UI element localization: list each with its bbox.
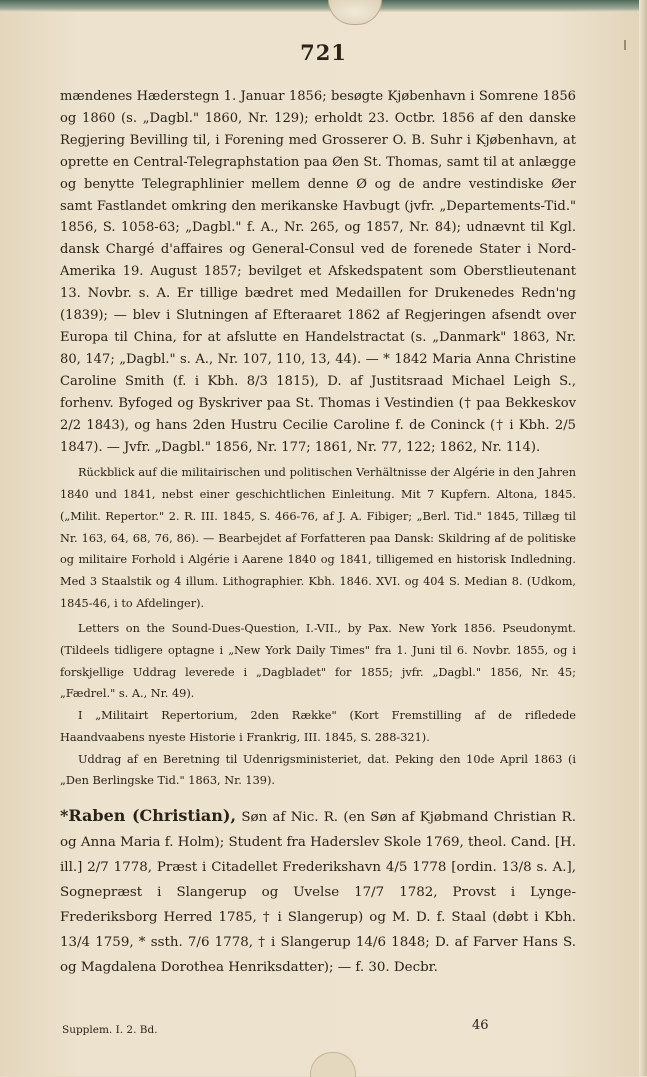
entry-headword: *Raben (Christian), <box>60 805 237 825</box>
paragraph-rueckblick: Rückblick auf die militairischen und politischen Verhältnisse der Algérie in den Jahren 1840 und 1841, nebst einer geschichtlichen Einleitung. Mit 7 Kupfern. Altona, 1845. („Milit. Repertor." 2. R. III. 1845, S. 466-76, af J. A. Fibiger; „Berl. Tid." 1845, Tillæg til Nr. 163, 64, 68, 76, 86). — Bearbejdet af Forfatteren paa Dansk: Skildring af de politiske og militaire Forhold i Algérie i Aarene 1840 og 1841, tilligemed en historisk Indledning. Med 3 Staalstik og 4 illum. Lithographier. Kbh. 1846. XVI. og 404 S. Median 8. (Udkom, 1845-46, i to Afdelinger). <box>60 466 576 610</box>
page-number: 721 <box>300 40 347 65</box>
paragraph-biography: mændenes Hæderstegn 1. Januar 1856; besøgte Kjøbenhavn i Somrene 1856 og 1860 (s. „Dagbl." 1860, Nr. 129); erholdt 23. Octbr. 1856 af den danske Regjering Bevilling til, i Forening med Grosserer O. B. Suhr i Kjøbenhavn, at oprette en Central-Telegraphstation paa Øen St. Thomas, samt til at anlægge og benytte Telegraphlinier mellem denne Ø og de andre vestindiske Øer samt Fastlandet omkring den merikanske Havbugt (jvfr. „Departements-Tid." 1856, S. 1058-63; „Dagbl." f. A., Nr. 265, og 1857, Nr. 84); udnævnt til Kgl. dansk Chargé d'affaires og General-Consul ved de forenede Stater i Nord-Amerika 19. August 1857; bevilget et Afskedspatent som Oberstlieutenant 13. Novbr. s. A. Er tillige bædret med Medaillen for Drukenedes Redn'ng (1839); — blev i Slutningen af Efteraaret 1862 af Regjeringen afsendt over Europa til China, for at afslutte en Handelstractat (s. „Danmark" 1863, Nr. 80, 147; „Dagbl." s. A., Nr. 107, 110, 13, 44). — * 1842 Maria Anna Christine Caroline Smith (f. i Kbh. 8/3 1815), D. af Justitsraad Michael Leigh S., forhenv. Byfoged og Byskriver paa St. Thomas i Vestindien († paa Bekkeskov 2/2 1843), og hans 2den Hustru Cecilie Caroline f. de Coninck († i Kbh. 2/5 1847). — Jvfr. „Dagbl." 1856, Nr. 177; 1861, Nr. 77, 122; 1862, Nr. 114). <box>60 89 576 455</box>
paragraph-letters: Letters on the Sound-Dues-Question, I.-VII., by Pax. New York 1856. Pseudonymt. (Tildeels tidligere optagne i „New York Daily Times" fra 1. Juni til 6. Novbr. 1855, og i forskjellige Uddrag leverede i „Dagbladet" for 1855; jvfr. „Dagbl." 1856, Nr. 45; „Fædrel." s. A., Nr. 49). <box>60 622 576 701</box>
punch-hole-top <box>328 0 382 25</box>
body-text <box>60 86 576 980</box>
paragraph-uddrag: Uddrag af en Beretning til Udenrigsministeriet, dat. Peking den 10de April 1863 (i „Den Berlingske Tid." 1863, Nr. 139). <box>60 752 576 788</box>
page-top-edge <box>0 0 647 12</box>
punch-hole-bottom <box>310 1052 356 1077</box>
entry-raben <box>60 803 576 980</box>
page-right-edge <box>639 0 647 1076</box>
signature-mark: Supplem. I. 2. Bd. <box>62 1024 158 1036</box>
paragraph-repertorium: I „Militairt Repertorium, 2den Række" (Kort Fremstilling af de rifledede Haandvaabens nyeste Historie i Frankrig, III. 1845, S. 288-321). <box>60 709 576 744</box>
sheet-number: 46 <box>472 1018 489 1033</box>
entry-raben-text: Søn af Nic. R. (en Søn af Kjøbmand Christian R. og Anna Maria f. Holm); Student fra Haderslev Skole 1769, theol. Cand. [H. ill.] 2/7 1778, Præst i Citadellet Frederikshavn 4/5 1778 [ordin. 13/8 s. A.], Sognepræst i Slangerup og Uvelse 17/7 1782, Provst i Lynge-Frederiksborg Herred 1785, † i Slangerup) og M. D. f. Staal (døbt i Kbh. 13/4 1759, * ssth. 7/6 1778, † i Slangerup 14/6 1848; D. af Farver Hans S. og Magdalena Dorothea Henriksdatter); — f. 30. Decbr. <box>60 809 577 975</box>
